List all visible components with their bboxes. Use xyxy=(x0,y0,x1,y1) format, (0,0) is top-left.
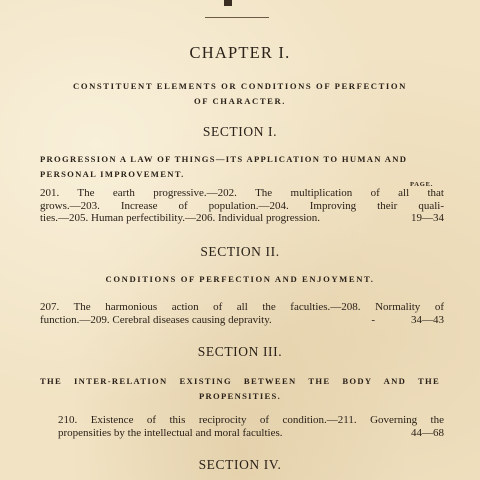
section-3-line-2-text: propensities by the intellectual and moral faculties. xyxy=(58,426,283,439)
section-2-line-2-text: function.—209. Cerebral diseases causing depravity. xyxy=(40,313,272,326)
chapter-title: CHAPTER I. xyxy=(189,43,291,62)
section-1-pages: 19—34 xyxy=(411,212,444,224)
section-3-heading: SECTION III. xyxy=(197,344,283,359)
section-2-pages: 34—43 xyxy=(411,313,444,326)
section-4-heading: SECTION IV. xyxy=(198,457,282,472)
section-1-title-line-2: PERSONAL IMPROVEMENT. xyxy=(40,169,185,179)
section-2-line-2 xyxy=(40,314,444,327)
chapter-subtitle-line-2: OF CHARACTER. xyxy=(193,96,287,106)
top-rule xyxy=(205,17,269,18)
section-1-heading: SECTION I. xyxy=(202,124,278,139)
section-2-heading: SECTION II. xyxy=(200,244,280,259)
section-3-title-line-2: PROPENSITIES. xyxy=(198,391,282,401)
section-2-line-1: 207. The harmonious action of all the faculties.—208. Normality of xyxy=(40,301,444,313)
section-1-line-2: grows.—203. Increase of population.—204. Improving their quali- xyxy=(40,199,444,212)
section-3-line-2 xyxy=(40,427,444,440)
section-2-title: CONDITIONS OF PERFECTION AND ENJOYMENT. xyxy=(105,274,375,284)
section-3-contents xyxy=(40,414,444,439)
section-1-contents xyxy=(40,187,444,225)
chapter-subtitle xyxy=(0,79,480,109)
section-2-contents xyxy=(40,301,444,326)
section-3-title-line-1: THE INTER-RELATION EXISTING BETWEEN THE BODY AND THE xyxy=(40,376,440,386)
chapter-subtitle-line-1: CONSTITUENT ELEMENTS OR CONDITIONS OF PERFECTION xyxy=(73,81,407,91)
section-2-leader-dash: - xyxy=(371,313,375,326)
section-1-line-3 xyxy=(40,212,444,225)
section-1-title-line-1: PROGRESSION A LAW OF THINGS—ITS APPLICATION TO HUMAN AND xyxy=(40,154,408,164)
page-top-mark xyxy=(224,0,232,6)
section-1-title xyxy=(40,152,440,182)
section-3-pages: 44—68 xyxy=(411,426,444,439)
section-1-line-1: 201. The earth progressive.—202. The multiplication of all that xyxy=(40,187,444,199)
page-column-label: PAGE. xyxy=(410,181,434,188)
section-1-line-3-text: ties.—205. Human perfectibility.—206. Individual progression. xyxy=(40,212,321,224)
section-3-line-1: 210. Existence of this reciprocity of condition.—211. Governing the xyxy=(58,414,444,426)
section-3-title xyxy=(40,374,440,404)
